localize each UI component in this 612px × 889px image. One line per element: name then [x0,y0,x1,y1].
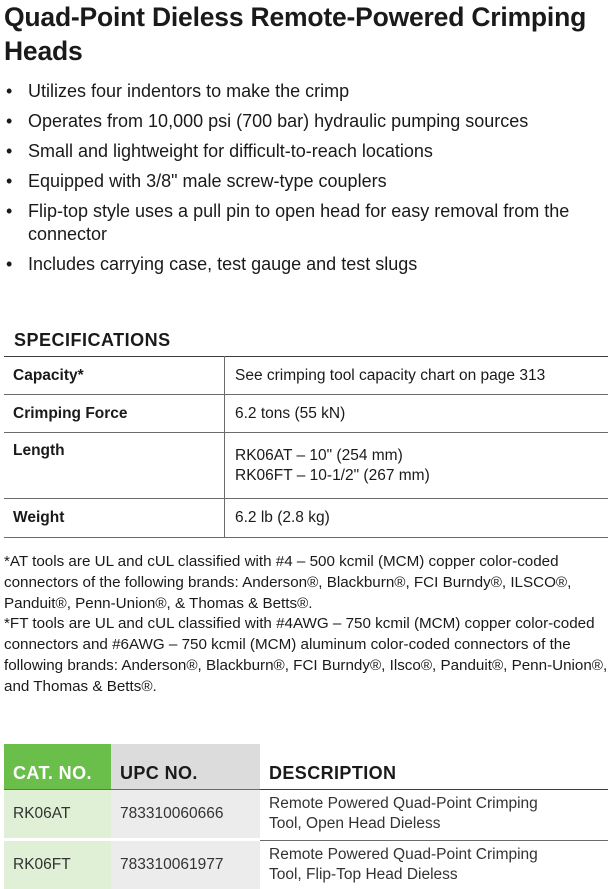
note-ft-tools: *FT tools are UL and cUL classified with #4AWG – 750 kcmil (MCM) copper color-coded connectors and #6AWG – 750 kcmil (MCM) aluminum color-coded connectors of the following brands: Anderson®, Blackburn®, FCI Burndy®, Ilsco®, Panduit®, Penn-Union®, and Thomas & Betts®. [4,614,608,697]
note-at-tools: *AT tools are UL and cUL classified with #4 – 500 kcmil (MCM) copper color-coded connectors of the following brands: Anderson®, Blackburn®, FCI Burndy®, ILSCO®, Panduit®, Penn-Union®, & Thomas & Betts®. [4,552,608,614]
catalog-header-row [4,744,608,790]
feature-item [0,170,598,193]
spec-row-length [4,433,608,499]
bullet-icon: • [6,253,12,276]
spec-label: Crimping Force [4,395,225,433]
description-line: Tool, Flip-Top Head Dieless [269,866,458,883]
header-cat-no: CAT. NO. [4,744,111,790]
cat-no-cell: RK06AT [4,790,111,839]
spec-label: Length [4,433,225,499]
feature-text: Small and lightweight for difficult-to-reach locations [28,141,433,161]
feature-item [0,110,598,133]
spec-value-line: See crimping tool capacity chart on page 313 [235,367,545,384]
feature-item [0,140,598,163]
feature-text: Flip-top style uses a pull pin to open head for easy removal from the connector [28,201,569,244]
description-cell [260,790,608,839]
page-title: Quad-Point Dieless Remote-Powered Crimping Heads [4,0,604,68]
bullet-icon: • [6,110,12,133]
feature-text: Utilizes four indentors to make the crimp [28,81,349,101]
spec-row-capacity [4,357,608,395]
feature-text: Includes carrying case, test gauge and test slugs [28,254,417,274]
table-row [4,790,608,839]
feature-item [0,200,598,246]
cat-no-cell: RK06FT [4,841,111,889]
feature-item [0,80,598,103]
description-line: Remote Powered Quad-Point Crimping [269,846,538,863]
spec-value [225,357,609,395]
classification-notes [4,552,608,698]
description-cell [260,841,608,889]
bullet-icon: • [6,80,12,103]
feature-list [0,80,612,283]
feature-text: Operates from 10,000 psi (700 bar) hydraulic pumping sources [28,111,528,131]
specifications-heading: SPECIFICATIONS [14,329,171,351]
spec-value-line: 6.2 tons (55 kN) [235,405,345,422]
spec-value [225,395,609,433]
specifications-table [4,356,608,538]
spec-row-weight [4,499,608,538]
spec-value [225,433,609,499]
header-description: DESCRIPTION [260,744,608,790]
bullet-icon: • [6,140,12,163]
bullet-icon: • [6,200,12,223]
spec-label: Weight [4,499,225,538]
spec-label: Capacity* [4,357,225,395]
catalog-table [4,744,608,889]
description-line: Tool, Open Head Dieless [269,815,440,832]
spec-value-line: 6.2 lb (2.8 kg) [235,509,330,526]
header-upc-no: UPC NO. [111,744,260,790]
spec-value-line: RK06FT – 10-1/2" (267 mm) [235,467,430,484]
upc-cell: 783310061977 [111,841,260,889]
spec-row-crimping-force [4,395,608,433]
bullet-icon: • [6,170,12,193]
feature-text: Equipped with 3/8" male screw-type couplers [28,171,387,191]
upc-cell: 783310060666 [111,790,260,839]
spec-value [225,499,609,538]
table-row [4,841,608,889]
description-line: Remote Powered Quad-Point Crimping [269,795,538,812]
spec-value-line: RK06AT – 10" (254 mm) [235,447,403,464]
feature-item [0,253,598,276]
